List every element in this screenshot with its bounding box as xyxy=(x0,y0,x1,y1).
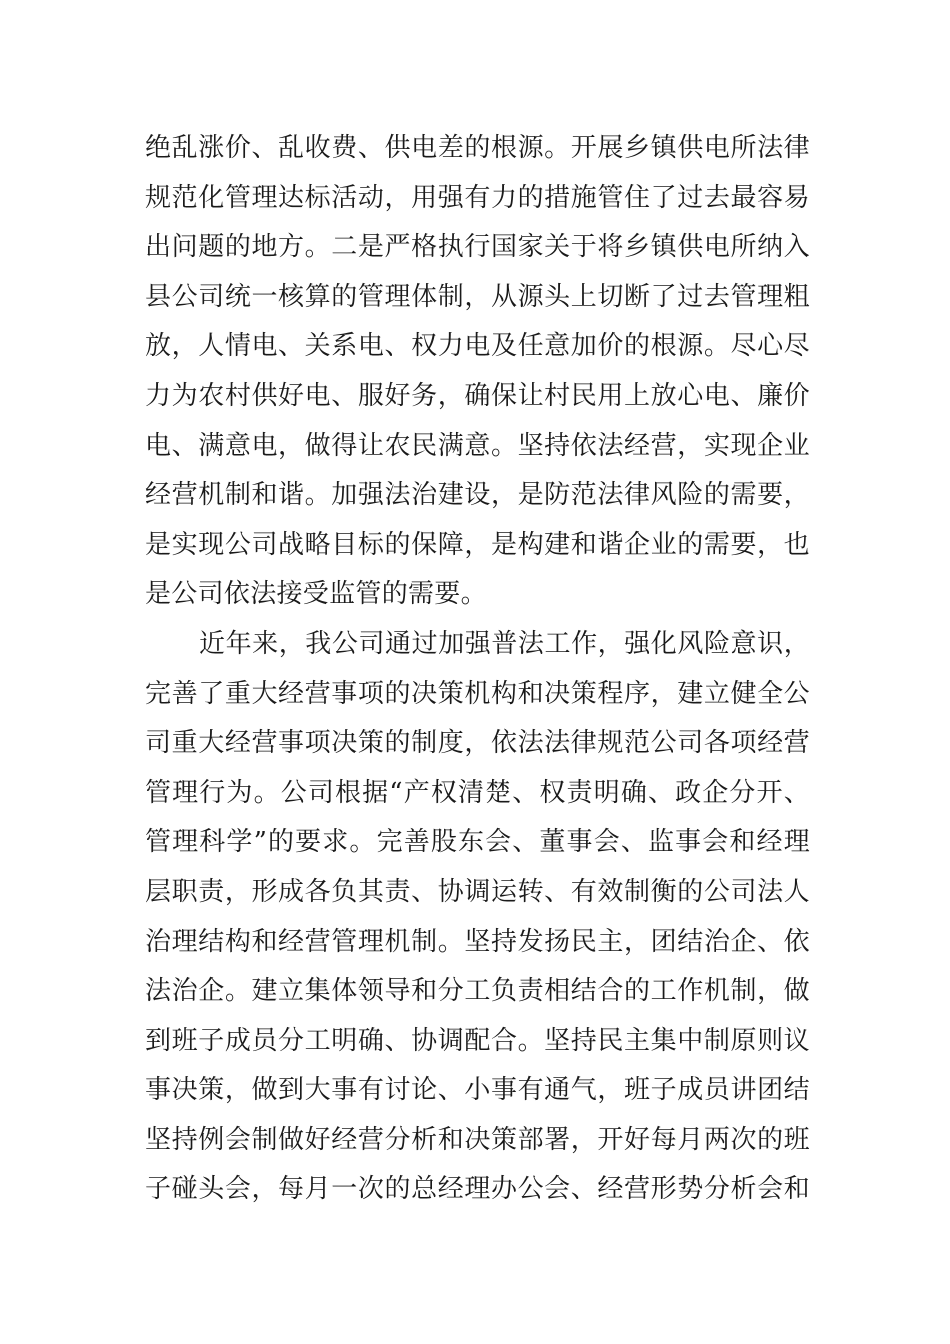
text-line: 是实现公司战略目标的保障，是构建和谐企业的需要，也 xyxy=(145,529,810,560)
paragraph-2 xyxy=(145,620,810,1215)
text-line: 层职责，形成各负其责、协调运转、有效制衡的公司法人 xyxy=(145,876,810,907)
text-line: 管理行为。公司根据“产权清楚、权责明确、政企分开、 xyxy=(145,777,810,808)
text-line: 司重大经营事项决策的制度，依法法律规范公司各项经营 xyxy=(145,728,810,759)
text-line: 放，人情电、关系电、权力电及任意加价的根源。尽心尽 xyxy=(145,331,810,362)
text-line: 是公司依法接受监管的需要。 xyxy=(145,579,487,610)
text-line: 治理结构和经营管理机制。坚持发扬民主，团结治企、依 xyxy=(145,926,810,957)
text-line: 管理科学”的要求。完善股东会、董事会、监事会和经理 xyxy=(145,827,810,858)
text-line: 电、满意电，做得让农民满意。坚持依法经营，实现企业 xyxy=(145,430,810,461)
text-line: 法治企。建立集体领导和分工负责相结合的工作机制，做 xyxy=(145,976,810,1007)
text-line: 力为农村供好电、服好务，确保让村民用上放心电、廉价 xyxy=(145,380,810,411)
text-line: 到班子成员分工明确、协调配合。坚持民主集中制原则议 xyxy=(145,1025,810,1056)
text-line: 规范化管理达标活动，用强有力的措施管住了过去最容易 xyxy=(145,182,810,213)
text-line: 经营机制和谐。加强法治建设，是防范法律风险的需要， xyxy=(145,480,810,511)
text-line: 近年来，我公司通过加强普法工作，强化风险意识， xyxy=(199,628,810,659)
text-line: 子碰头会，每月一次的总经理办公会、经营形势分析会和 xyxy=(145,1174,810,1205)
paragraph-1 xyxy=(145,124,810,620)
document-body xyxy=(145,124,810,1215)
text-line: 完善了重大经营事项的决策机构和决策程序，建立健全公 xyxy=(145,678,810,709)
text-line: 出问题的地方。二是严格执行国家关于将乡镇供电所纳入 xyxy=(145,232,810,263)
text-line: 事决策，做到大事有讨论、小事有通气，班子成员讲团结 xyxy=(145,1075,810,1106)
text-line: 坚持例会制做好经营分析和决策部署，开好每月两次的班 xyxy=(145,1124,810,1155)
text-line: 县公司统一核算的管理体制，从源头上切断了过去管理粗 xyxy=(145,281,810,312)
text-line: 绝乱涨价、乱收费、供电差的根源。开展乡镇供电所法律 xyxy=(145,133,810,163)
